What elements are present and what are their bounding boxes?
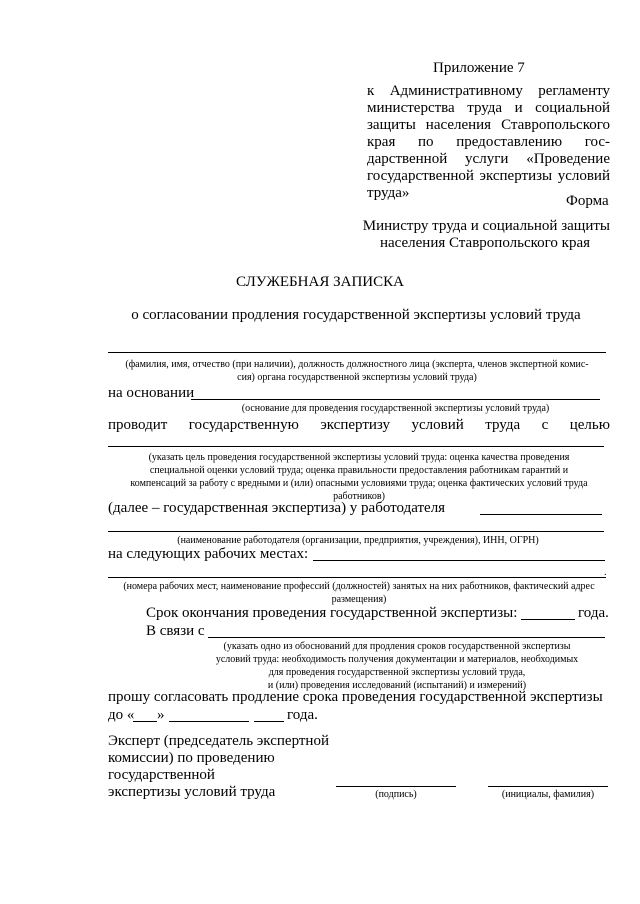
signatory-line: государственной [108, 767, 215, 783]
conducts-word: проводит [108, 417, 168, 433]
hint-line: сия) органа государственной экспертизы условий труда) [237, 372, 477, 383]
end-dot: . [604, 567, 607, 578]
conducts-word: государственную [188, 417, 299, 433]
regulation-reference [367, 83, 610, 202]
conducts-word: целью [569, 417, 610, 433]
basis-hint: (основание для проведения государственной экспертизы условий труда) [241, 403, 550, 414]
appendix-number: Приложение 7 [433, 60, 525, 76]
hint-line: специальной оценки условий труда; оценка правильности предоставления работникам гарантий и [149, 465, 569, 476]
addressee [340, 218, 610, 252]
reason-hint [180, 640, 614, 692]
deadline-field[interactable] [521, 619, 575, 620]
hint-line: (указать цель проведения государственной экспертизы условий труда: оценка качества проведения [148, 452, 570, 463]
hint-line: (указать одно из обоснований для продления сроков государственной экспертизы [223, 641, 571, 652]
addressee-line: населения Ставропольского края [379, 235, 590, 251]
initials-hint: (инициалы, фамилия) [501, 789, 595, 800]
conducts-line [108, 417, 610, 434]
document-title: СЛУЖЕБНАЯ ЗАПИСКА [236, 274, 404, 290]
regulation-line: края по предоставлению гос- [367, 134, 610, 150]
initials-field[interactable] [488, 786, 608, 787]
signatory-block [108, 733, 338, 801]
hint-line: (номера рабочих мест, наименование профессий (должностей) занятых на них работников, фактический адрес [123, 581, 595, 592]
signature-field[interactable] [336, 786, 456, 787]
until-month-field[interactable] [169, 721, 249, 722]
regulation-line: министерства труда и социальной [367, 100, 610, 116]
until-day-field[interactable] [133, 721, 157, 722]
hint-line: работников) [333, 491, 385, 502]
purpose-hint [104, 451, 614, 503]
request-text: прошу согласовать продление срока проведения государственной экспертизы [108, 689, 603, 705]
until-year-field[interactable] [254, 721, 284, 722]
regulation-line: государственной экспертизы условий [367, 168, 610, 184]
workplaces-hint [104, 580, 614, 606]
expert-fio-field[interactable] [108, 352, 606, 353]
signatory-line: Эксперт (председатель экспертной [108, 733, 329, 749]
expert-fio-hint [104, 358, 610, 384]
hereinafter-text: (далее – государственная экспертиза) у работодателя [108, 500, 446, 516]
workplaces-label: на следующих рабочих местах: [108, 546, 309, 562]
regulation-line: к Административному регламенту [367, 83, 610, 99]
hint-line: компенсаций за работу с вредными и (или) опасными условиями труда; оценка фактических условий труда [130, 478, 588, 489]
workplaces-field-inline[interactable] [313, 560, 605, 561]
document-subtitle: о согласовании продления государственной экспертизы условий труда [131, 307, 581, 323]
hint-line: (фамилия, имя, отчество (при наличии), должность должностного лица (эксперта, членов экспертной комис- [125, 359, 589, 370]
hint-line: размещения) [331, 594, 387, 605]
hint-line: и (или) проведения исследований (испытаний) и измерений) [267, 680, 527, 691]
until-close: » [157, 707, 165, 723]
conducts-word: труда [485, 417, 521, 433]
regulation-line: защиты населения Ставропольского [367, 117, 610, 133]
conducts-word: экспертизу [320, 417, 391, 433]
basis-field[interactable] [191, 399, 600, 400]
reason-field[interactable] [208, 637, 605, 638]
regulation-line: дарственной услуги «Проведение [367, 151, 610, 167]
signature-hint: (подпись) [375, 789, 417, 800]
hint-line: условий труда: необходимость получения документации и материалов, необходимых [215, 654, 579, 665]
conducts-word: с [541, 417, 549, 433]
deadline-suffix: года. [578, 605, 609, 621]
workplaces-field[interactable] [108, 577, 606, 578]
addressee-line: Министру труда и социальной защиты [362, 218, 610, 234]
basis-label: на основании [108, 385, 195, 401]
signatory-line: экспертизы условий труда [108, 784, 276, 800]
until-suffix: года. [287, 707, 318, 723]
deadline-label: Срок окончания проведения государственной экспертизы: [146, 605, 518, 621]
form-label: Форма [566, 193, 609, 209]
reason-label: В связи с [146, 623, 205, 639]
employer-hint: (наименование работодателя (организации, предприятия, учреждения), ИНН, ОГРН) [177, 535, 539, 546]
conducts-word: условий [411, 417, 464, 433]
hint-line: для проведения государственной экспертизы условий труда, [268, 667, 526, 678]
until-prefix: до « [108, 707, 135, 723]
employer-field-inline[interactable] [480, 514, 602, 515]
purpose-field[interactable] [108, 446, 604, 447]
regulation-line: труда» [367, 185, 410, 201]
employer-field[interactable] [108, 531, 604, 532]
signatory-line: комиссии) по проведению [108, 750, 275, 766]
